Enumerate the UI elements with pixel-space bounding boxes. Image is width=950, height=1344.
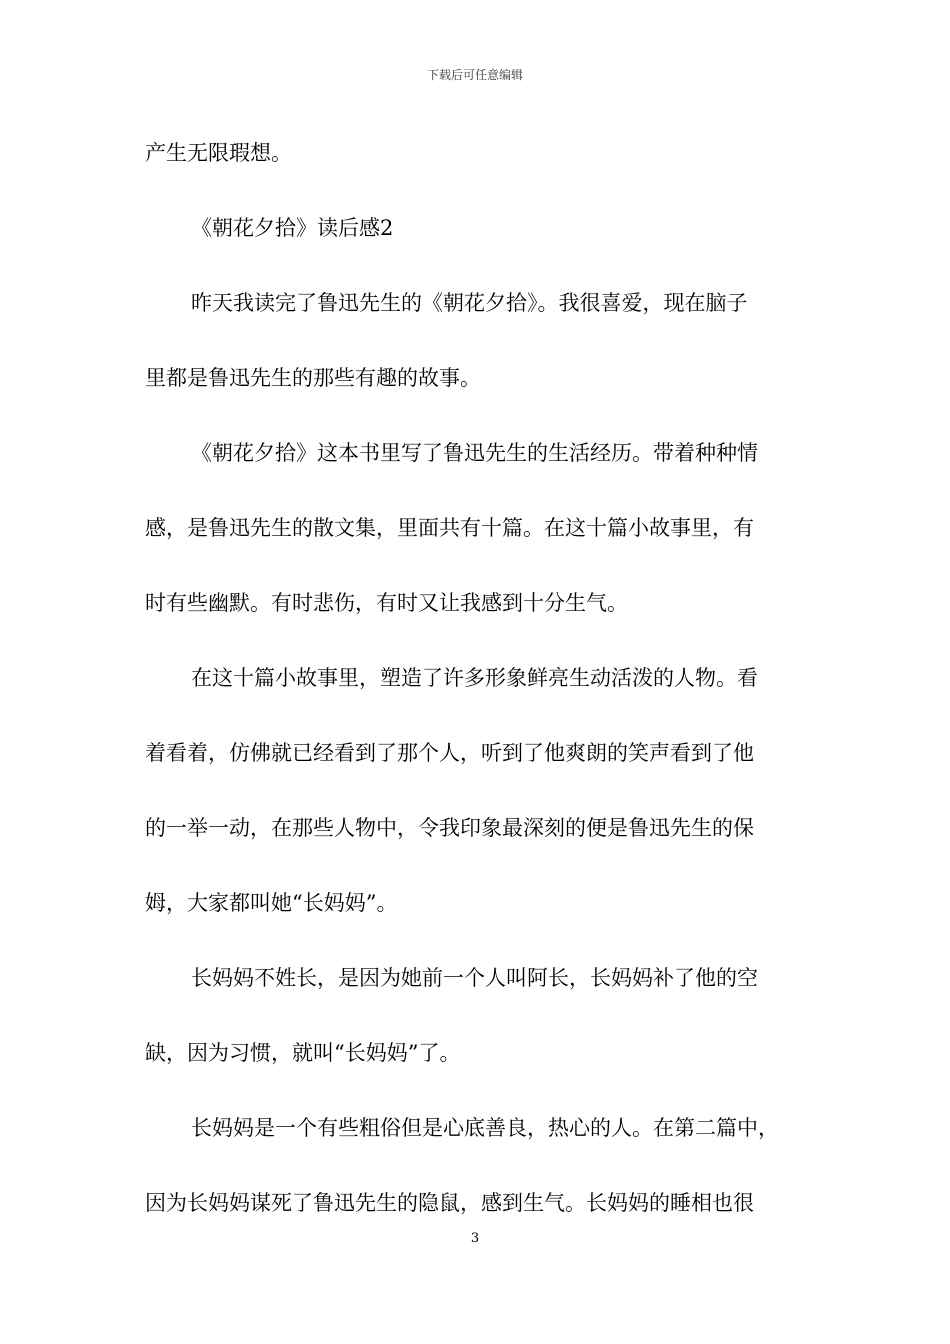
text-line: 时有些幽默。有时悲伤，有时又让我感到十分生气。 xyxy=(145,591,628,615)
section-title: 《朝花夕拾》读后感2 xyxy=(191,216,394,240)
text-line: 《朝花夕拾》这本书里写了鲁迅先生的生活经历。带着种种情 xyxy=(191,441,758,465)
text-line: 着看着，仿佛就已经看到了那个人，听到了他爽朗的笑声看到了他 xyxy=(145,741,754,765)
text-line: 姆，大家都叫她“长妈妈”。 xyxy=(145,891,398,915)
text-line: 长妈妈不姓长，是因为她前一个人叫阿长，长妈妈补了他的空 xyxy=(191,966,758,990)
text-line: 长妈妈是一个有些粗俗但是心底善良，热心的人。在第二篇中， xyxy=(191,1116,779,1140)
text-line: 因为长妈妈谋死了鲁迅先生的隐鼠，感到生气。长妈妈的睡相也很 xyxy=(145,1191,754,1215)
page-header: 下载后可任意编辑 xyxy=(426,68,523,82)
text-line: 感，是鲁迅先生的散文集，里面共有十篇。在这十篇小故事里，有 xyxy=(145,516,754,540)
text-line: 里都是鲁迅先生的那些有趣的故事。 xyxy=(145,366,481,390)
text-line: 的一举一动，在那些人物中，令我印象最深刻的便是鲁迅先生的保 xyxy=(145,816,754,840)
text-line: 产生无限瑕想。 xyxy=(145,141,292,165)
text-line: 昨天我读完了鲁迅先生的《朝花夕拾》。我很喜爱，现在脑子 xyxy=(191,291,748,315)
page-number: 3 xyxy=(470,1231,480,1246)
text-line: 缺，因为习惯，就叫“长妈妈”了。 xyxy=(145,1041,461,1065)
text-line: 在这十篇小故事里，塑造了许多形象鲜亮生动活泼的人物。看 xyxy=(191,666,758,690)
